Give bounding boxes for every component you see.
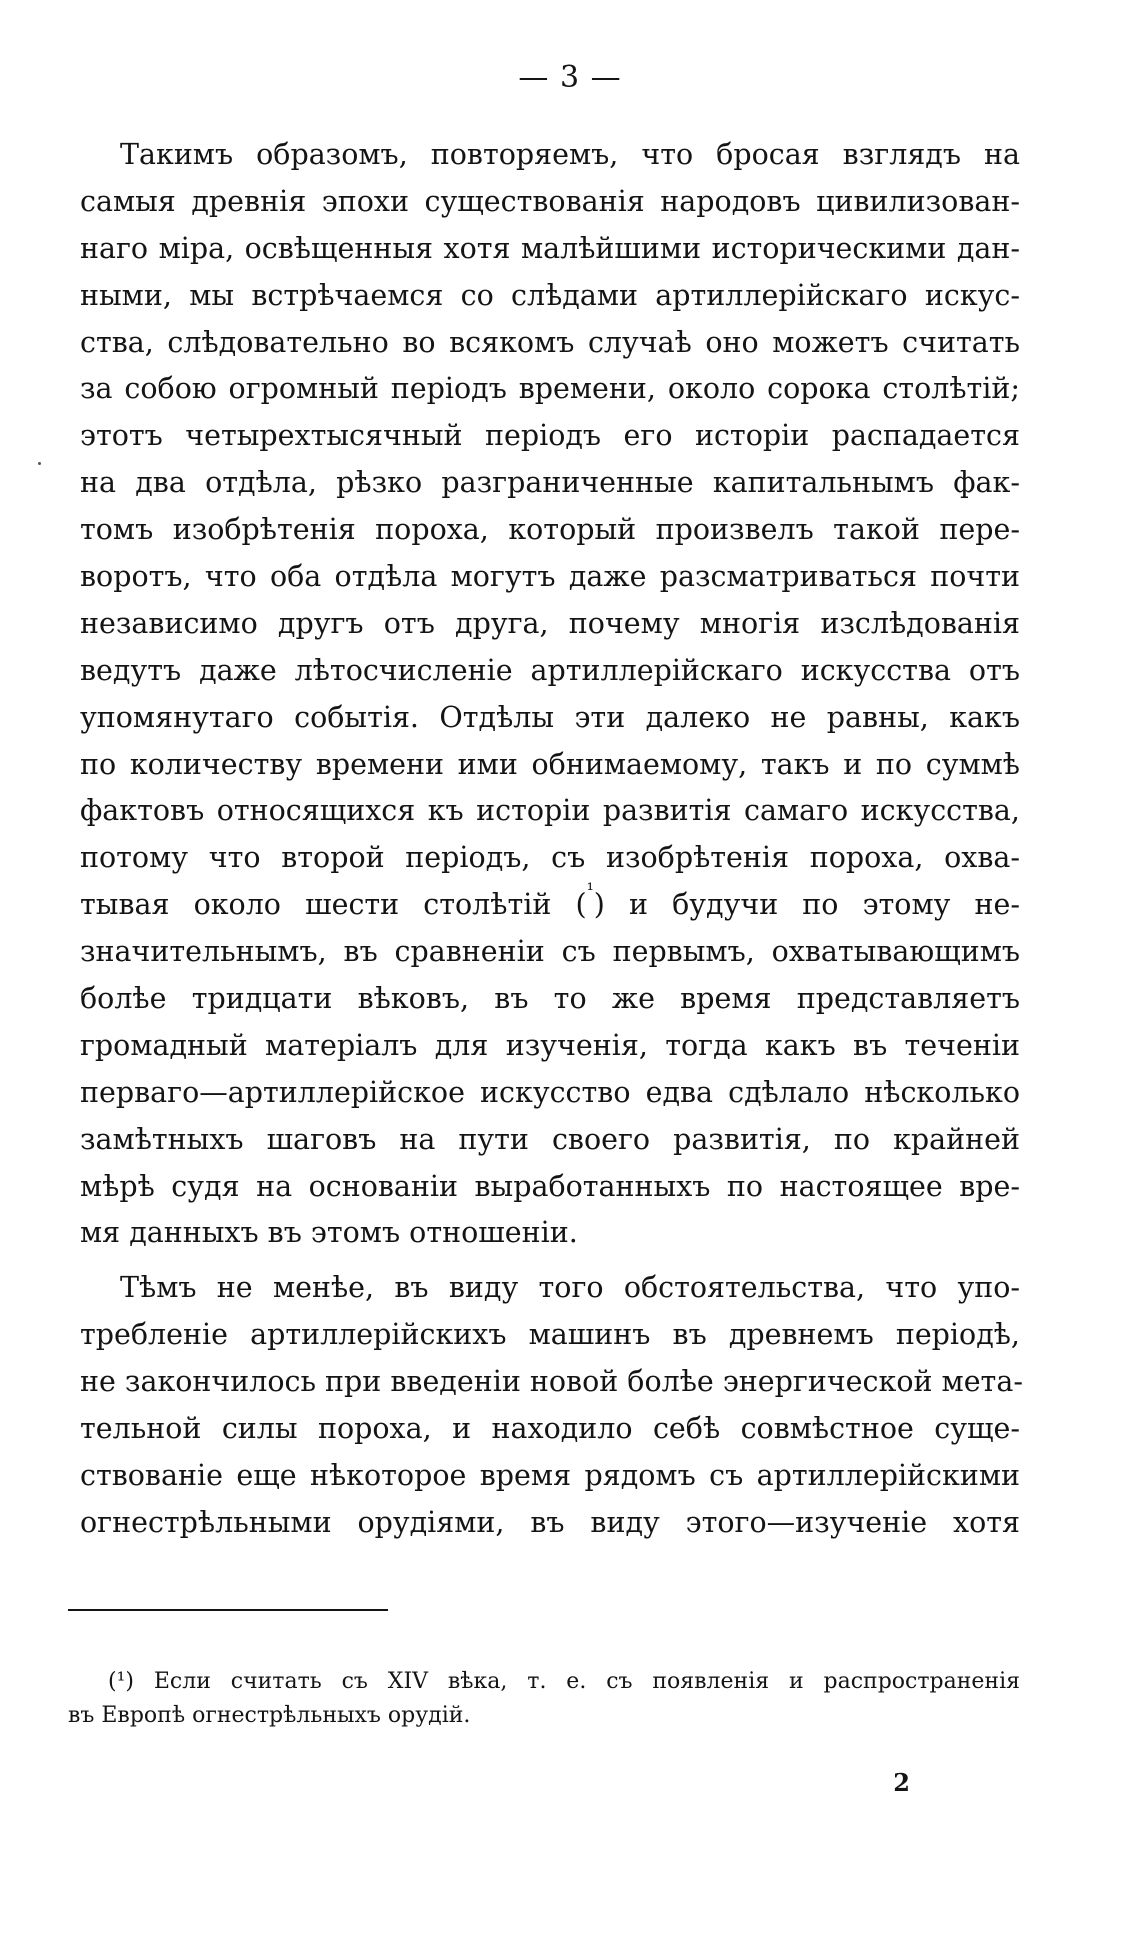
text-line: не закончилось при введеніи новой болѣе энергической мета-: [80, 1365, 1023, 1399]
text-line: ствованіе еще нѣкоторое время рядомъ съ артиллерійскими: [80, 1458, 1020, 1492]
printer-signature-mark: 2: [893, 1768, 910, 1797]
text-line: мѣрѣ судя на основаніи выработанныхъ по настоящее вре-: [80, 1169, 1020, 1203]
text-line: перваго—артиллерійское искусство едва сдѣлало нѣсколько: [80, 1075, 1020, 1109]
text-line: Тѣмъ не менѣе, въ виду того обстоятельства, что упо-: [120, 1271, 1020, 1305]
text-line: ства, слѣдовательно во всякомъ случаѣ оно можетъ считать: [80, 325, 1020, 359]
text-line: за собою огромный періодъ времени, около сорока столѣтій;: [80, 372, 1020, 406]
text-line: упомянутаго событія. Отдѣлы эти далеко не равны, какъ: [80, 700, 1020, 734]
footnote: [68, 1665, 1020, 1733]
text-line: замѣтныхъ шаговъ на пути своего развитія, по крайней: [80, 1122, 1020, 1156]
text-line: Такимъ образомъ, повторяемъ, что бросая взглядъ на: [120, 138, 1020, 171]
text-line: наго міра, освѣщенныя хотя малѣйшими историческими дан-: [80, 231, 1020, 265]
text-line: требленіе артиллерійскихъ машинъ въ древнемъ періодѣ,: [80, 1318, 1020, 1352]
footnote-marker: (¹): [108, 1669, 134, 1694]
text-fragment: ) и будучи по этому не-: [593, 888, 1020, 922]
page-number: — 3 —: [518, 60, 622, 95]
text-line: по количеству времени ими обнимаемому, такъ и по суммѣ: [80, 747, 1020, 781]
footnote-reference[interactable]: ¹: [586, 880, 594, 902]
footnote-line: въ Европѣ огнестрѣльныхъ орудій.: [68, 1703, 471, 1728]
paper-speck: [38, 462, 41, 465]
text-line: воротъ, что оба отдѣла могутъ даже разсматриваться почти: [80, 560, 1020, 594]
text-fragment: тывая около шести столѣтій (: [80, 888, 587, 922]
text-line: потому что второй періодъ, съ изобрѣтенія пороха, охва-: [80, 841, 1020, 875]
footnote-separator: [68, 1609, 388, 1611]
text-line: ведутъ даже лѣтосчисленіе артиллерійскаго искусства отъ: [80, 653, 1020, 687]
text-line: самыя древнія эпохи существованія народовъ цивилизован-: [80, 184, 1020, 218]
footnote-line: [68, 1665, 1020, 1699]
main-text: [80, 132, 1023, 1547]
paragraph-gap: [80, 1257, 1020, 1265]
text-line: огнестрѣльными орудіями, въ виду этого—изученіе хотя: [80, 1505, 1020, 1539]
text-line: мя данныхъ въ этомъ отношеніи.: [80, 1216, 578, 1250]
text-line: независимо другъ отъ друга, почему многія изслѣдованія: [80, 606, 1020, 640]
text-line: значительнымъ, въ сравненіи съ первымъ, охватывающимъ: [80, 935, 1020, 969]
text-line: громадный матеріалъ для изученія, тогда какъ въ теченіи: [80, 1028, 1020, 1062]
text-line: томъ изобрѣтенія пороха, который произвелъ такой пере-: [80, 513, 1020, 547]
text-line: этотъ четырехтысячный періодъ его исторіи распадается: [80, 419, 1020, 453]
text-line: на два отдѣла, рѣзко разграниченные капитальнымъ фак-: [80, 466, 1020, 500]
text-line: фактовъ относящихся къ исторіи развитія самаго искусства,: [80, 794, 1020, 828]
text-line: тельной силы пороха, и находило себѣ совмѣстное суще-: [80, 1412, 1020, 1446]
text-line: ными, мы встрѣчаемся со слѣдами артиллерійскаго искус-: [80, 278, 1020, 312]
text-line-with-note: [80, 882, 1020, 929]
footnote-text: Если считать съ XIV вѣка, т. е. съ появленія и распространенія: [153, 1669, 1020, 1694]
text-line: болѣе тридцати вѣковъ, въ то же время представляетъ: [80, 982, 1020, 1016]
